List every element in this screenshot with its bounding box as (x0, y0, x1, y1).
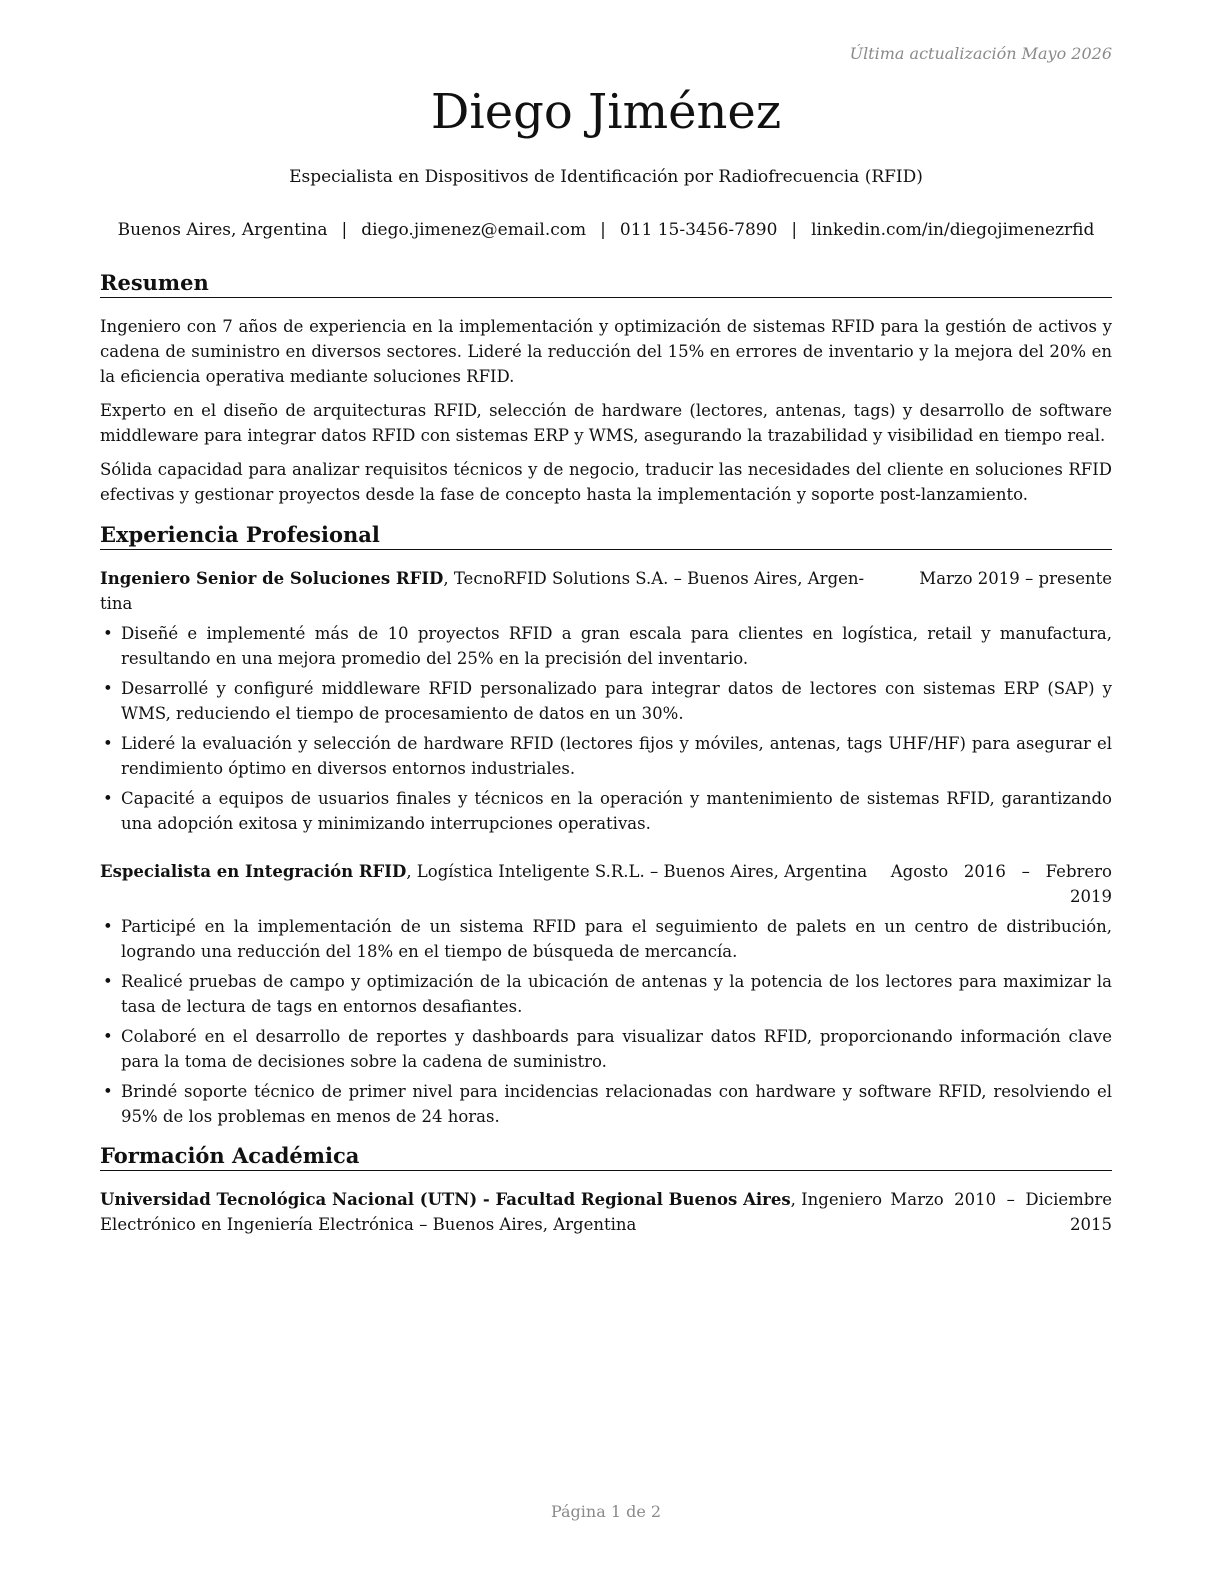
list-item (100, 676, 1112, 726)
job-company-cont: tina (100, 594, 133, 613)
education-dates (890, 1187, 1112, 1237)
candidate-name: Diego Jiménez (430, 84, 782, 140)
job-header (100, 859, 1112, 909)
job-company: , TecnoRFID Solutions S.A. – Buenos Aires, Argen- (443, 569, 865, 588)
list-item (100, 621, 1112, 671)
job-header (100, 566, 1112, 616)
job-dates: Marzo 2019 – presente (919, 569, 1112, 588)
contact-line (100, 220, 1112, 240)
job-title-line (100, 566, 890, 616)
list-item (100, 1079, 1112, 1129)
bullet-glyph: • (103, 1027, 113, 1046)
job-bullets (100, 621, 1112, 841)
list-item (100, 969, 1112, 1019)
summary-paragraph: Sólida capacidad para analizar requisitos técnicos y de negocio, traducir las necesidades del cliente en soluciones RFID efectivas y gestionar proyectos desde la fase de concepto hasta la implementación y soporte post-lanzamiento. (100, 460, 1112, 504)
section-title-education: Formación Académica (100, 1143, 1112, 1171)
bullet-text: Lideré la evaluación y selección de hardware RFID (lectores fijos y móviles, antenas, tags UHF/HF) para asegurar el rendimiento óptimo en diversos entornos industriales. (121, 734, 1112, 778)
job-title-line (100, 859, 880, 884)
contact-separator: | (341, 220, 348, 240)
contact-phone: 011 15-3456-7890 (619, 220, 778, 240)
bullet-glyph: • (103, 734, 113, 753)
contact-separator: | (791, 220, 798, 240)
candidate-headline: Especialista en Dispositivos de Identificación por Radiofrecuencia (RFID) (289, 167, 923, 187)
contact-email[interactable]: diego.jimenez@email.com (361, 220, 587, 240)
job-dates (891, 859, 1112, 909)
list-item (100, 786, 1112, 836)
bullet-text: Desarrollé y configuré middleware RFID personalizado para integrar datos de lectores con sistemas ERP (SAP) y WMS, reduciendo el tiempo de procesamiento de datos en un 30%. (121, 679, 1112, 723)
contact-separator: | (600, 220, 606, 240)
list-item (100, 731, 1112, 781)
section-title-experience: Experiencia Profesional (100, 522, 1112, 550)
bullet-glyph: • (103, 972, 113, 991)
bullet-text: Diseñé e implementé más de 10 proyectos RFID a gran escala para clientes en logística, retail y manufactura, resultando en una mejora promedio del 25% en la precisión del inventario. (121, 624, 1112, 668)
education-institution: Universidad Tecnológica Nacional (UTN) - Facultad Regional Buenos Aires (100, 1190, 791, 1209)
last-updated: Última actualización Mayo 2026 (849, 44, 1112, 63)
bullet-glyph: • (103, 624, 113, 643)
summary-paragraph: Experto en el diseño de arquitecturas RFID, selección de hardware (lectores, antenas, tags) y desarrollo de software middleware para integrar datos RFID con sistemas ERP y WMS, asegurando la trazabilidad y visibilidad en tiempo real. (100, 401, 1112, 445)
section-title-summary: Resumen (100, 270, 1112, 298)
contact-linkedin[interactable]: linkedin.com/in/diegojimenezrfid (811, 220, 1095, 240)
list-item (100, 914, 1112, 964)
bullet-glyph: • (103, 917, 113, 936)
contact-location: Buenos Aires, Argentina (117, 220, 328, 240)
education-dates-start: Marzo 2010 – Diciembre (890, 1190, 1112, 1209)
education-dates-end: 2015 (1070, 1215, 1112, 1234)
job-bullets (100, 914, 1112, 1134)
list-item (100, 1024, 1112, 1074)
education-title-line (100, 1187, 900, 1237)
bullet-glyph: • (103, 789, 113, 808)
bullet-text: Colaboré en el desarrollo de reportes y dashboards para visualizar datos RFID, proporcionando información clave para la toma de decisiones sobre la cadena de suministro. (121, 1027, 1112, 1071)
job-dates-start: Agosto 2016 – Febrero (890, 862, 1112, 881)
job-role: Especialista en Integración RFID (100, 862, 407, 881)
education-degree-cont: Electrónico en Ingeniería Electrónica – Buenos Aires, Argentina (100, 1215, 637, 1234)
job-dates-end: 2019 (1070, 887, 1112, 906)
bullet-text: Realicé pruebas de campo y optimización de la ubicación de antenas y la potencia de los lectores para maximizar la tasa de lectura de tags en entornos desafiantes. (121, 972, 1112, 1016)
resume-page (100, 0, 1112, 1584)
bullet-glyph: • (103, 679, 113, 698)
bullet-text: Brindé soporte técnico de primer nivel para incidencias relacionadas con hardware y software RFID, resolviendo el 95% de los problemas en menos de 24 horas. (121, 1082, 1112, 1126)
page-number: Página 1 de 2 (550, 1502, 662, 1521)
bullet-text: Participé en la implementación de un sistema RFID para el seguimiento de palets en un centro de distribución, logrando una reducción del 18% en el tiempo de búsqueda de mercancía. (121, 917, 1112, 961)
education-entry (100, 1187, 1112, 1237)
education-degree: , Ingeniero (790, 1190, 883, 1209)
job-company: , Logística Inteligente S.R.L. – Buenos Aires, Argentina (406, 862, 868, 881)
job-role: Ingeniero Senior de Soluciones RFID (100, 569, 444, 588)
summary-paragraph: Ingeniero con 7 años de experiencia en la implementación y optimización de sistemas RFID para la gestión de activos y cadena de suministro en diversos sectores. Lideré la reducción del 15% en errores de inventario y la mejora del 20% en la eficiencia operativa mediante soluciones RFID. (100, 317, 1112, 386)
bullet-text: Capacité a equipos de usuarios finales y técnicos en la operación y mantenimiento de sistemas RFID, garantizando una adopción exitosa y minimizando interrupciones operativas. (121, 789, 1112, 833)
bullet-glyph: • (103, 1082, 113, 1101)
